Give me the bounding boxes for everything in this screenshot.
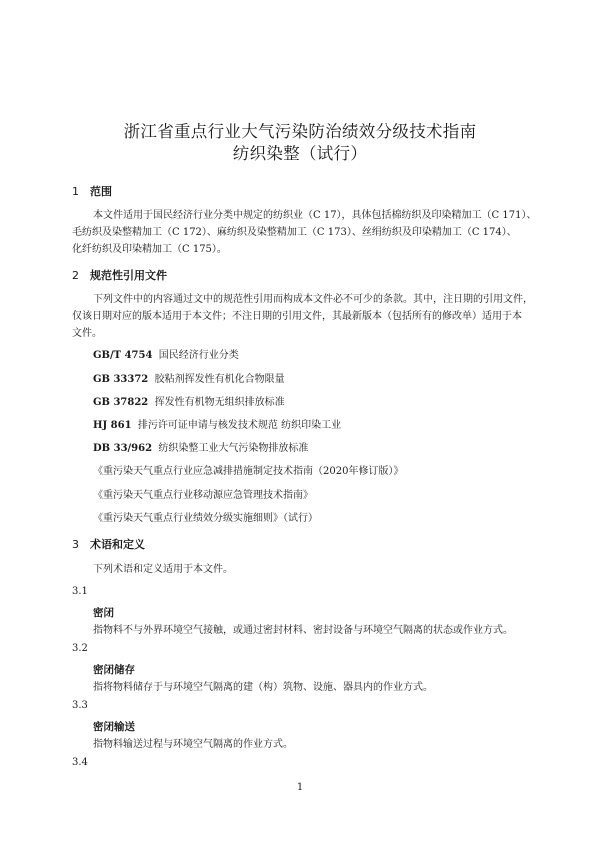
reference-title: 《重污染天气重点行业绩效分级实施细则》（试行） [93, 513, 318, 524]
term-name: 密闭 [93, 607, 114, 619]
reference-code: GB/T 4754 [93, 350, 153, 361]
term-definition: 指将物料储存于与环境空气隔离的建（构）筑物、设施、器具内的作业方式。 [93, 682, 433, 693]
paragraph-line: 毛纺织及染整精加工（C 172）、麻纺织及染整精加工（C 173）、丝绢纺织及印染精加工（C 174）、 [72, 227, 517, 238]
reference-item [93, 393, 285, 408]
term-name: 密闭输送 [93, 721, 135, 733]
reference-title: 《重污染天气重点行业移动源应急管理技术指南》 [93, 490, 313, 501]
reference-code: GB 37822 [93, 397, 149, 408]
reference-item [93, 346, 239, 361]
paragraph-line: 仅该日期对应的版本适用于本文件；不注日期的引用文件，其最新版本（包括所有的修改单）适用于本 [72, 311, 522, 322]
reference-item [93, 462, 403, 477]
section-number: 2 [72, 269, 79, 282]
paragraph-line: 化纤纺织及印染精加工（C 175）。 [72, 244, 227, 255]
reference-title: 《重污染天气重点行业应急减排措施制定技术指南（2020年修订版）》 [93, 466, 404, 477]
clause-number: 3.1 [72, 586, 88, 597]
reference-code: DB 33/962 [93, 443, 153, 454]
section-heading-scope [72, 183, 112, 199]
normative-paragraph [72, 291, 540, 342]
page-number: 1 [296, 782, 304, 793]
section-title: 术语和定义 [90, 538, 145, 551]
reference-item [93, 439, 308, 454]
paragraph-line: 下列文件中的内容通过文中的规范性引用而构成本文件必不可少的条款。其中，注日期的引用文件， [93, 294, 533, 305]
terms-intro: 下列术语和定义适用于本文件。 [93, 564, 233, 575]
reference-item [93, 509, 318, 524]
section-heading-terms [72, 536, 145, 552]
document-title: 浙江省重点行业大气污染防治绩效分级技术指南 [123, 122, 477, 141]
section-heading-normative [72, 267, 167, 283]
paragraph-line: 本文件适用于国民经济行业分类中规定的纺织业（C 17），具体包括棉纺织及印染精加工（C 171）、 [93, 210, 537, 221]
reference-title: 纺织染整工业大气污染物排放标准 [158, 443, 309, 454]
reference-title: 挥发性有机物无组织排放标准 [154, 397, 285, 408]
section-title: 规范性引用文件 [90, 269, 167, 282]
reference-title: 国民经济行业分类 [158, 350, 239, 361]
section-title: 范围 [90, 185, 112, 198]
section-number: 1 [72, 185, 79, 198]
clause-number: 3.4 [72, 757, 88, 768]
reference-title: 排污许可证申请与核发技术规范 纺织印染工业 [137, 420, 342, 431]
reference-item [93, 416, 341, 431]
clause-number: 3.3 [72, 700, 88, 711]
reference-code: GB 33372 [93, 374, 149, 385]
scope-paragraph [72, 207, 540, 258]
section-number: 3 [72, 538, 79, 551]
reference-title: 胶粘剂挥发性有机化合物限量 [154, 374, 285, 385]
reference-item [93, 370, 285, 385]
term-definition: 指物料输送过程与环境空气隔离的作业方式。 [93, 739, 293, 750]
clause-number: 3.2 [72, 643, 88, 654]
document-subtitle: 纺织染整（试行） [232, 144, 368, 163]
reference-item [93, 486, 313, 501]
term-name: 密闭储存 [93, 664, 135, 676]
paragraph-line: 文件。 [72, 328, 102, 339]
term-definition: 指物料不与外界环境空气接触，或通过密封材料、密封设备与环境空气隔离的状态或作业方式。 [93, 625, 513, 636]
reference-code: HJ 861 [93, 420, 132, 431]
